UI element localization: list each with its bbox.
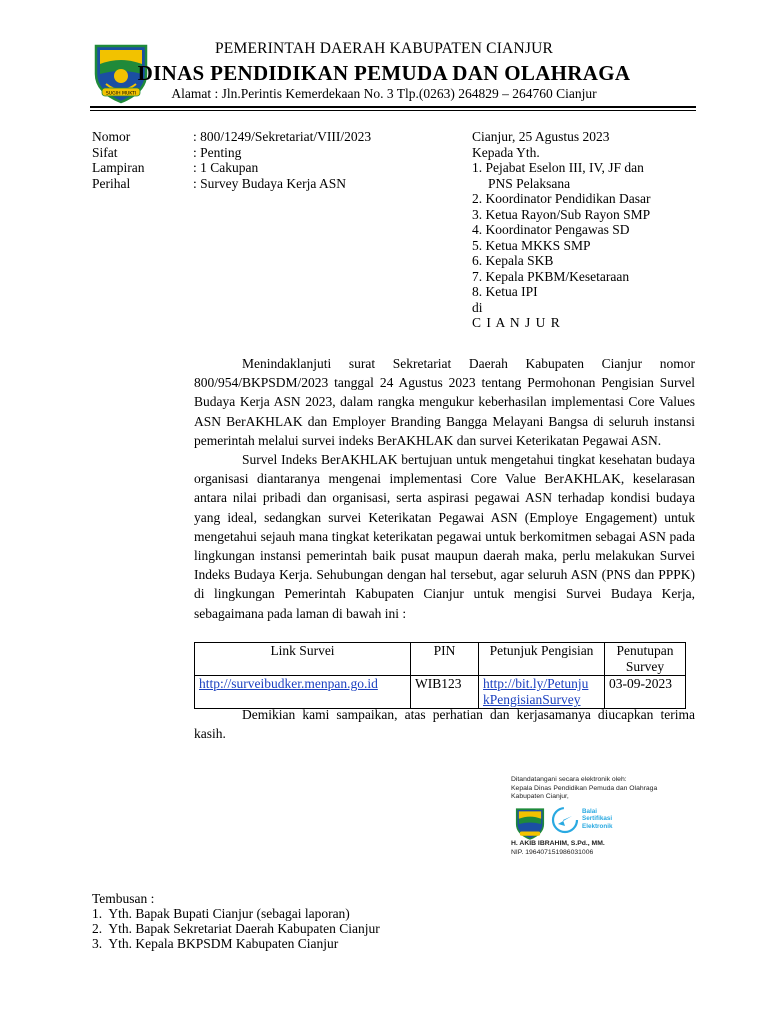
header-rule-thick (90, 106, 696, 108)
meta-value-lampiran: : 1 Cakupan (193, 160, 259, 175)
th-penutupan-l1: Penutupan (616, 643, 674, 658)
sig-line-2: Kepala Dinas Pendidikan Pemuda dan Olahraga (511, 784, 658, 792)
recipient-5: 5. Ketua MKKS SMP (472, 237, 591, 253)
recipient-7: 7. Kepala PKBM/Kesetaraan (472, 268, 630, 284)
recipient-3: 3. Ketua Rayon/Sub Rayon SMP (472, 206, 651, 222)
cell-pin: WIB123 (411, 676, 479, 709)
bsre-logo (551, 806, 579, 834)
tembusan-item-2: 2. Yth. Bapak Sekretariat Daerah Kabupaten Cianjur (92, 921, 380, 936)
th-penutupan-l2: Survey (625, 659, 665, 674)
bsre-line-2: Sertifikasi (582, 815, 613, 823)
sig-line-1: Ditandatangani secara elektronik oleh: (511, 776, 627, 783)
meta-value-perihal: : Survey Budaya Kerja ASN (193, 175, 346, 191)
bsre-text (582, 808, 612, 830)
recipient-di: di (472, 299, 483, 315)
survey-link[interactable]: http://surveibudker.menpan.go.id (199, 676, 378, 691)
meta-label-nomor: Nomor (92, 129, 131, 144)
survey-table (194, 642, 686, 709)
signatory (511, 840, 605, 857)
sig-line-3: Kabupaten Cianjur, (511, 793, 569, 800)
petunjuk-link-l2: kPengisianSurvey (483, 692, 581, 707)
header-address: Alamat : Jln.Perintis Kemerdekaan No. 3 Tlp.(0263) 264829 – 264760 Cianjur (171, 86, 597, 101)
tembusan-item-1: 1. Yth. Bapak Bupati Cianjur (sebagai laporan) (92, 906, 350, 921)
table-header-row (195, 643, 686, 676)
tembusan-title: Tembusan : (92, 891, 155, 906)
cell-link-survei (195, 676, 411, 709)
recipient-1-cont: PNS Pelaksana (488, 175, 571, 191)
closing-text: Demikian kami sampaikan, atas perhatian dan kerjasamanya diucapkan terima kasih. (194, 707, 695, 742)
th-pin: PIN (411, 643, 479, 676)
petunjuk-link-l1: http://bit.ly/Petunju (483, 676, 589, 691)
header-rule-thin (90, 110, 696, 111)
electronic-signature (511, 776, 657, 802)
header-agency: DINAS PENDIDIKAN PEMUDA DAN OLAHRAGA (137, 61, 631, 85)
cell-petunjuk (479, 676, 605, 709)
kepada-yth: Kepada Yth. (472, 144, 540, 160)
bsre-line-1: Balai (582, 808, 598, 815)
petunjuk-link[interactable] (483, 676, 588, 707)
letter-body (194, 354, 695, 623)
recipient-4: 4. Koordinator Pengawas SD (472, 222, 630, 237)
cell-penutupan: 03-09-2023 (605, 676, 686, 709)
recipient-2: 2. Koordinator Pendidikan Dasar (472, 191, 651, 206)
table-row (195, 676, 686, 709)
paragraph-2: Survel Indeks BerAKHLAK bertujuan untuk mengetahui tingkat kesehatan budaya organisasi diantaranya mengenai implementasi Core Value BerAKHLAK, keselarasan antara nilai pribadi dan organisasi, serta aspirasi pegawai ASN terhadap kondisi budaya yang ideal, sedangkan survei Keterikatan Pegawai ASN (Employe Engagement) untuk mengetahui sejauh mana tingkat keterikatan pegawai untuk berkomitmen sebagai ASN pada lingkungan instansi pemerintah baik pusat maupun daerah maka, perlu melakukan Survei Indeks Budaya Kerja. Sehubungan dengan hal tersebut, agar seluruh ASN (PNS dan PPPK) di lingkungan Pemerintah Kabupaten Cianjur untuk mengisi Survei Budaya Kerja, sebagaimana pada laman di bawah ini : (194, 452, 695, 621)
meta-value-sifat: : Penting (193, 144, 242, 160)
place-date: Cianjur, 25 Agustus 2023 (472, 129, 610, 144)
header-government: PEMERINTAH DAERAH KABUPATEN CIANJUR (214, 40, 554, 57)
signatory-name: H. AKIB IBRAHIM, S.Pd., MM. (511, 840, 605, 847)
recipient-1: 1. Pejabat Eselon III, IV, JF dan (472, 160, 644, 175)
closing-paragraph (194, 705, 695, 743)
recipient-8: 8. Ketua IPI (472, 284, 538, 299)
meta-label-perihal: Perihal (92, 175, 131, 191)
bsre-line-3: Elektronik (582, 822, 613, 830)
signature-logo (514, 806, 546, 840)
th-petunjuk: Petunjuk Pengisian (479, 643, 605, 676)
th-penutupan (605, 643, 686, 676)
paragraph-1: Menindaklanjuti surat Sekretariat Daerah Kabupaten Cianjur nomor 800/954/BKPSDM/2023 tanggal 24 Agustus 2023 tentang Permohonan Pengisian Survel Budaya Kerja ASN 2023, dalam rangka mengukur keberhasilan implementasi Core Values ASN BerAKHLAK dan Employer Branding Bangga Melayani Bangsa di seluruh instansi pemerintah melalui survei indeks BerAKHLAK dan survei Keterikatan Pegawai ASN. (194, 356, 695, 448)
recipient-city: C I A N J U R (472, 315, 561, 330)
meta-value-nomor: : 800/1249/Sekretariat/VIII/2023 (193, 129, 372, 144)
signatory-nip: NIP. 196407151986031006 (511, 848, 594, 856)
meta-label-lampiran: Lampiran (92, 160, 145, 175)
logo-motto: SUGIH MUKTI (105, 91, 137, 97)
tembusan-item-3: 3. Yth. Kepala BKPSDM Kabupaten Cianjur (92, 936, 339, 951)
meta-label-sifat: Sifat (92, 144, 118, 160)
recipient-6: 6. Kepala SKB (472, 253, 554, 268)
th-link-survei: Link Survei (195, 643, 411, 676)
